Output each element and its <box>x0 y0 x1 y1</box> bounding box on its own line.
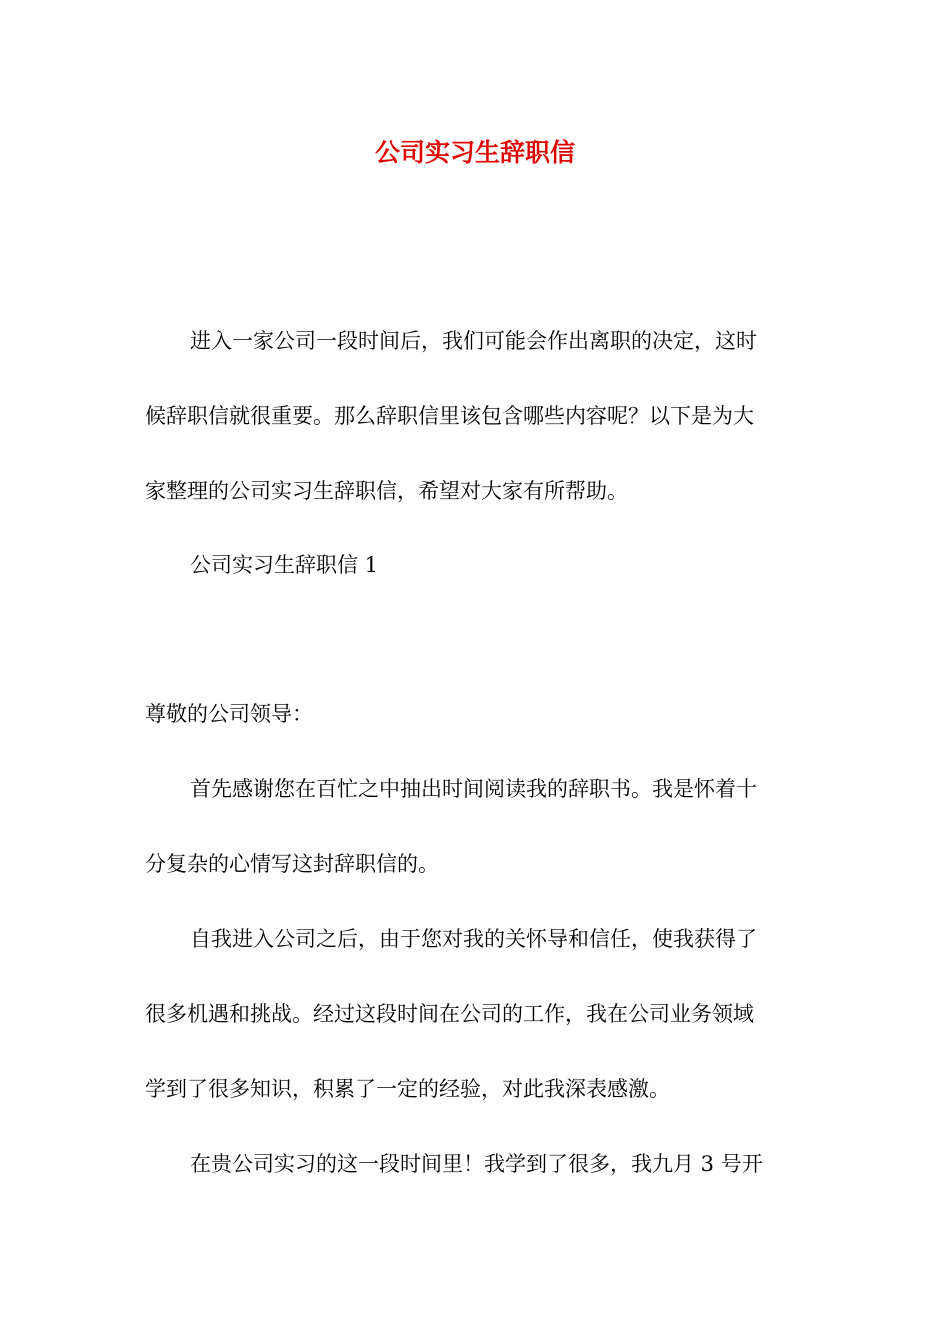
paragraph-line: 在贵公司实习的这一段时间里！我学到了很多，我九月 3 号开 <box>190 1152 763 1176</box>
paragraph-line: 很多机遇和挑战。经过这段时间在公司的工作，我在公司业务领域 <box>145 1002 754 1026</box>
document-title: 公司实习生辞职信 <box>374 138 575 167</box>
paragraph-line: 进入一家公司一段时间后，我们可能会作出离职的决定，这时 <box>190 329 757 353</box>
paragraph-line: 候辞职信就很重要。那么辞职信里该包含哪些内容呢？以下是为大 <box>145 404 754 428</box>
salutation: 尊敬的公司领导： <box>145 702 313 726</box>
paragraph-line: 分复杂的心情写这封辞职信的。 <box>145 852 439 876</box>
paragraph-line: 自我进入公司之后，由于您对我的关怀导和信任，使我获得了 <box>190 927 757 951</box>
paragraph-line: 家整理的公司实习生辞职信，希望对大家有所帮助。 <box>145 479 628 503</box>
paragraph-line: 学到了很多知识，积累了一定的经验，对此我深表感激。 <box>145 1077 670 1101</box>
paragraph-line: 首先感谢您在百忙之中抽出时间阅读我的辞职书。我是怀着十 <box>190 777 757 801</box>
section-heading: 公司实习生辞职信 1 <box>190 553 379 577</box>
